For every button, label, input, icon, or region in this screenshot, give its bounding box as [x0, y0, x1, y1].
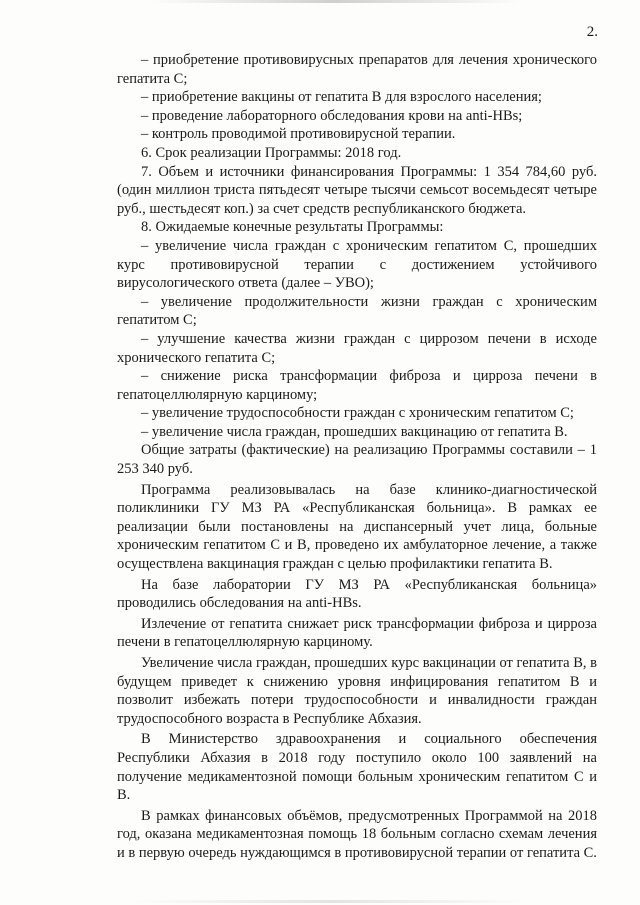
paragraph: – приобретение вакцины от гепатита В для взрослого населения;: [141, 89, 542, 106]
paragraph: Общие затраты (фактические) на реализацию Программы составили – 1 253 340 руб.: [117, 442, 597, 478]
scan-edge-top: [150, 0, 520, 3]
paragraph: Излечение от гепатита снижает риск трансформации фиброза и цирроза печени в гепатоцеллюлярную карциному.: [117, 615, 597, 651]
paragraph: В рамках финансовых объёмов, предусмотренных Программой на 2018 год, оказана медикаментозная помощь 18 больным согласно схемам лечения и в первую очередь нуждающимся в противовирусной терапии от гепатита С.: [117, 807, 597, 861]
page-number: 2.: [586, 24, 598, 40]
paragraph: – увеличение числа граждан с хроническим гепатитом С, прошедших курс противовирусной терапии с достижением устойчивого вирусологического ответа (далее – УВО);: [117, 237, 597, 292]
paragraph: В Министерство здравоохранения и социального обеспечения Республики Абхазия в 2018 году поступило около 100 заявлений на получение медикаментозной помощи больным хроническим гепатитом С и В.: [117, 731, 597, 804]
paragraph: – проведение лабораторного обследования крови на anti-HBs;: [141, 107, 523, 124]
paragraph: 8. Ожидаемые конечные результаты Программы:: [141, 219, 444, 236]
paragraph: – снижение риска трансформации фиброза и цирроза печени в гепатоцеллюлярную карциному;: [117, 368, 597, 403]
paragraph: Программа реализовывалась на базе клинико-диагностической поликлиники ГУ МЗ РА «Республиканская больница». В рамках ее реализации были постановлены на диспансерный учет лица, больные хроническим гепатитом С и В, проведено их амбулаторное лечение, а также осуществлена вакцинация граждан с целью профилактики гепатита В.: [117, 481, 597, 573]
paragraph: Увеличение числа граждан, прошедших курс вакцинации от гепатита В, в будущем приведет к снижению уровня инфицирования гепатитом В и позволит избежать потери трудоспособности и инвалидности граждан трудоспособного возраста в Республике Абхазия.: [117, 655, 597, 727]
scan-edge-bottom: [130, 900, 530, 903]
paragraph: – контроль проводимой противовирусной терапии.: [141, 126, 456, 143]
paragraph: – увеличение числа граждан, прошедших вакцинацию от гепатита В.: [141, 423, 568, 440]
paragraph: – улучшение качества жизни граждан с циррозом печени в исходе хронического гепатита С;: [117, 330, 597, 366]
body-text: [117, 51, 597, 863]
paragraph: На базе лаборатории ГУ МЗ РА «Республиканская больница» проводились обследования на anti-HBs.: [117, 576, 597, 612]
paragraph: – увеличение трудоспособности граждан с хроническим гепатитом С;: [141, 405, 574, 422]
paragraph: – увеличение продолжительности жизни граждан с хроническим гепатитом С;: [117, 293, 597, 329]
paragraph: 6. Срок реализации Программы: 2018 год.: [141, 144, 402, 161]
paragraph: – приобретение противовирусных препаратов для лечения хронического гепатита С;: [117, 52, 597, 87]
paragraph: 7. Объем и источники финансирования Программы: 1 354 784,60 руб. (один миллион триста пятьдесят четыре тысячи семьсот восемьдесят четыре руб., шестьдесят коп.) за счет средств республиканского бюджета.: [117, 163, 597, 217]
